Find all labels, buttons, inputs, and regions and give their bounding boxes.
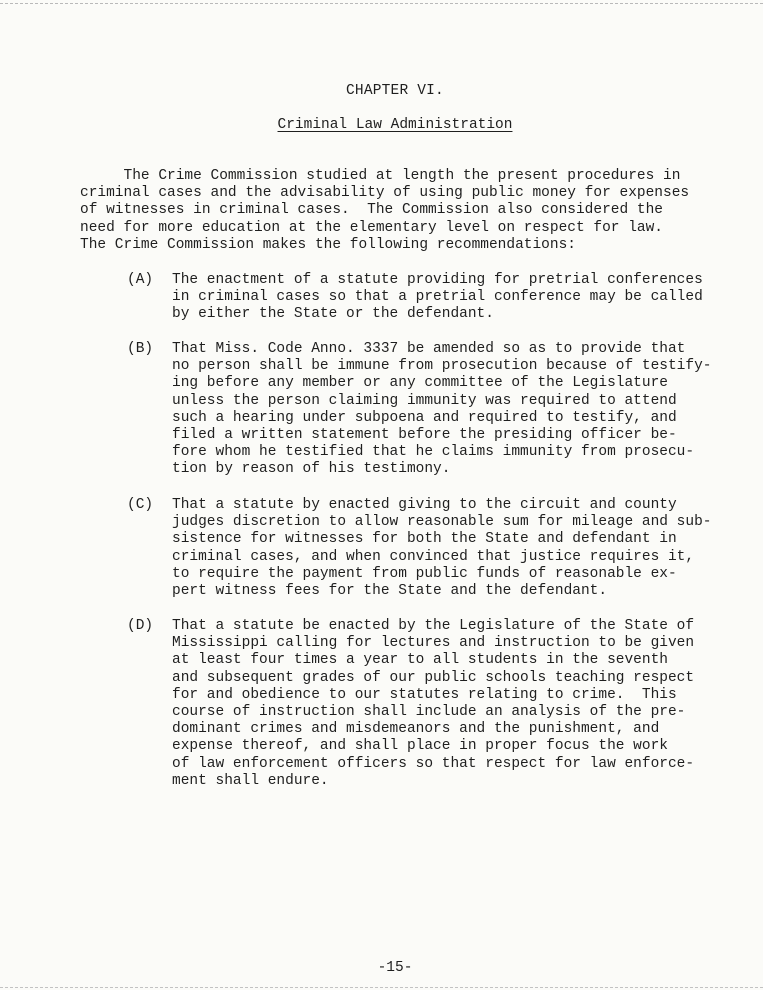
recommendation-marker: (C) (127, 497, 154, 513)
recommendation-text: That a statute be enacted by the Legislature of the State of Mississippi calling for lectures and instruction to be given at least four times a year to all students in the seventh and subsequent grades of our public schools teaching respect for and obedience to our statutes relating to crime. This course of instruction shall include an analysis of the pre- dominant crimes and misdemeanors and the punishment, and expense thereof, and shall place in proper focus the work of law enforcement officers so that respect for law enforce- ment shall endure. (172, 618, 695, 789)
recommendation-text: That Miss. Code Anno. 3337 be amended so as to provide that no person shall be immune from prosecution because of testify- ing before any member or any committee of the Legislature unless the person claiming immunity was required to attend such a hearing under subpoena and required to testify, and filed a written statement before the presiding officer be- fore whom he testified that he claims immunity from prosecu- tion by reason of his testimony. (172, 341, 712, 478)
chapter-subtitle (0, 117, 763, 133)
recommendation-text: The enactment of a statute providing for pretrial conferences in criminal cases so that a pretrial conference may be called by either the State or the defendant. (172, 272, 703, 323)
chapter-heading: CHAPTER VI. (346, 83, 444, 99)
top-edge-rule (0, 3, 763, 4)
intro-paragraph: The Crime Commission studied at length the present procedures in criminal cases and the advisability of using public money for expenses of witnesses in criminal cases. The Commission also considered the need for more education at the elementary level on respect for law. The Crime Commission makes the following recommendations: (80, 168, 690, 253)
recommendation-marker: (A) (127, 272, 154, 288)
recommendation-marker: (B) (127, 341, 154, 357)
recommendation-marker: (D) (127, 618, 154, 634)
chapter-subtitle-text: Criminal Law Administration (277, 117, 513, 133)
bottom-edge-rule (0, 987, 763, 988)
page-number: -15- (377, 960, 413, 976)
recommendation-text: That a statute by enacted giving to the circuit and county judges discretion to allow reasonable sum for mileage and sub- sistence for witnesses for both the State and defendant in criminal cases, and when convinced that justice requires it, to require the payment from public funds of reasonable ex- pert witness fees for the State and the defendant. (172, 497, 712, 600)
